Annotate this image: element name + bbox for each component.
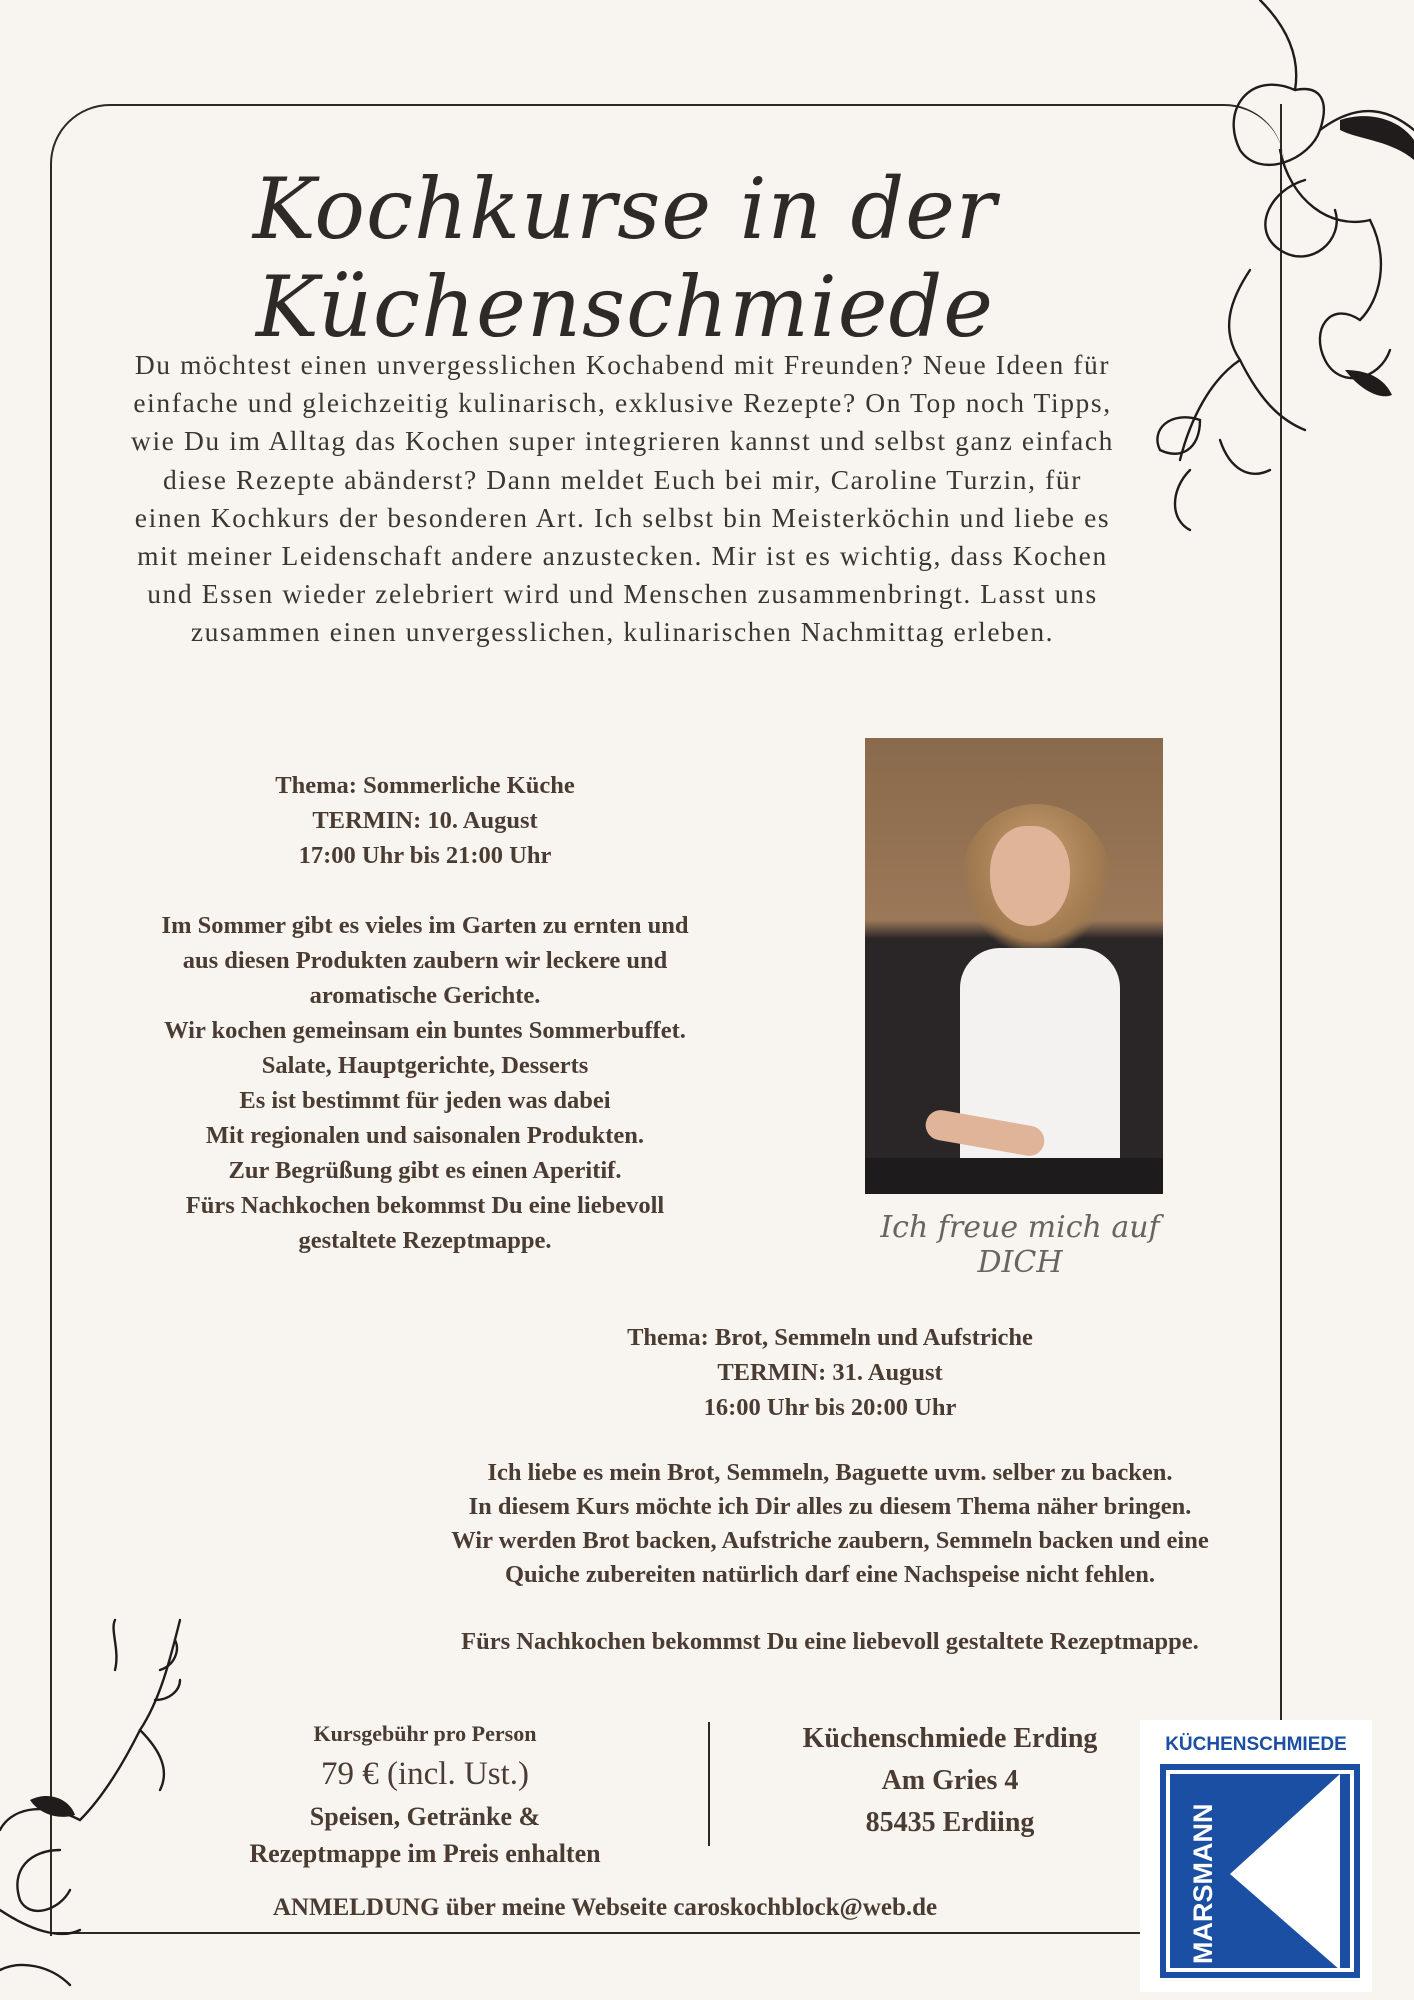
course1-termin-date: 10. August	[427, 807, 538, 834]
course2-header	[560, 1320, 1100, 1425]
address-city: 85435 Erdiing	[865, 1807, 1035, 1838]
course1-termin-label: TERMIN:	[312, 807, 422, 834]
address-block	[760, 1718, 1140, 1844]
course2-theme: Thema: Brot, Semmeln und Aufstriche	[627, 1324, 1033, 1351]
course1-line: Es ist bestimmt für jeden was dabei	[239, 1087, 611, 1114]
address-name: Küchenschmiede Erding	[802, 1723, 1098, 1754]
signup-line: ANMELDUNG über meine Webseite caroskochblock@web.de	[272, 1894, 938, 1921]
fee-includes-line2: Rezeptmappe im Preis enhalten	[249, 1839, 601, 1868]
floral-decoration-top-right-icon	[1130, 0, 1414, 600]
course2-time: 16:00 Uhr bis 20:00 Uhr	[703, 1394, 957, 1421]
intro-paragraph: Du möchtest einen unvergesslichen Kochabend mit Freunden? Neue Ideen für einfache und gleichzeitig kulinarisch, exklusive Rezepte? On Top noch Tipps, wie Du im Alltag das Kochen super integrieren kannst und selbst ganz einfach diese Rezepte abänderst? Dann meldet Euch bei mir, Caroline Turzin, für einen Kochkurs der besonderen Art. Ich selbst bin Meisterköchin und liebe es mit meiner Leidenschaft andere anzustecken. Mir ist es wichtig, dass Kochen und Essen wieder zelebriert wird und Menschen zusammenbringt. Lasst uns zusammen einen unvergesslichen, kulinarischen Nachmittag erleben.	[130, 349, 1115, 648]
photo-counter	[865, 1158, 1163, 1194]
course1-line: gestaltete Rezeptmappe.	[298, 1227, 552, 1254]
course2-line: Quiche zubereiten natürlich darf eine Nachspeise nicht fehlen.	[504, 1561, 1156, 1588]
course2-termin-date: 31. August	[832, 1359, 943, 1386]
logo-side-text: MARSMANN	[1188, 1803, 1218, 1964]
page-title: Kochkurse in der Küchenschmiede	[252, 160, 998, 356]
course1-time: 17:00 Uhr bis 21:00 Uhr	[298, 842, 552, 869]
photo-face	[990, 826, 1070, 926]
course2-termin-label: TERMIN:	[717, 1359, 827, 1386]
course1-line: aus diesen Produkten zaubern wir leckere und	[182, 947, 668, 974]
fee-price: 79 € (incl. Ust.)	[320, 1756, 530, 1792]
course1-line: Salate, Hauptgerichte, Desserts	[261, 1052, 589, 1079]
course1-termin	[110, 803, 740, 838]
chef-portrait-photo	[865, 738, 1163, 1194]
course1-description	[100, 908, 750, 1258]
course2-termin	[560, 1355, 1100, 1390]
course1-line: Zur Begrüßung gibt es einen Aperitif.	[228, 1157, 622, 1184]
marsmann-kuechenschmiede-logo	[1140, 1720, 1372, 1992]
floral-decoration-bottom-left-icon	[0, 1610, 220, 2000]
course1-theme: Thema: Sommerliche Küche	[275, 772, 575, 799]
course1-line: Mit regionalen und saisonalen Produkten.	[205, 1122, 645, 1149]
address-street: Am Gries 4	[881, 1765, 1019, 1796]
fee-label: Kursgebühr pro Person	[313, 1721, 537, 1746]
fee-includes-line1: Speisen, Getränke &	[309, 1802, 541, 1831]
fee-block	[200, 1718, 650, 1872]
course2-note: Fürs Nachkochen bekommst Du eine liebevoll gestaltete Rezeptmappe.	[461, 1628, 1199, 1655]
page-border-bottom	[50, 1932, 1282, 1934]
course2-description	[380, 1456, 1280, 1592]
course1-line: Fürs Nachkochen bekommst Du eine liebevoll	[185, 1192, 665, 1219]
course1-line: Wir kochen gemeinsam ein buntes Sommerbuffet.	[164, 1017, 686, 1044]
course2-line: Wir werden Brot backen, Aufstriche zaubern, Semmeln backen und eine	[451, 1527, 1209, 1554]
course1-header	[110, 768, 740, 873]
course2-line: Ich liebe es mein Brot, Semmeln, Baguette uvm. selber zu backen.	[487, 1459, 1173, 1486]
photo-caption: Ich freue mich auf DICH	[880, 1210, 1160, 1280]
fee-address-divider	[708, 1722, 710, 1846]
logo-mark-icon	[1160, 1764, 1360, 1978]
course2-line: In diesem Kurs möchte ich Dir alles zu diesem Thema näher bringen.	[468, 1493, 1192, 1520]
course1-line: Im Sommer gibt es vieles im Garten zu ernten und	[161, 912, 689, 939]
logo-top-text: KÜCHENSCHMIEDE	[1165, 1734, 1347, 1755]
course1-line: aromatische Gerichte.	[309, 982, 541, 1009]
